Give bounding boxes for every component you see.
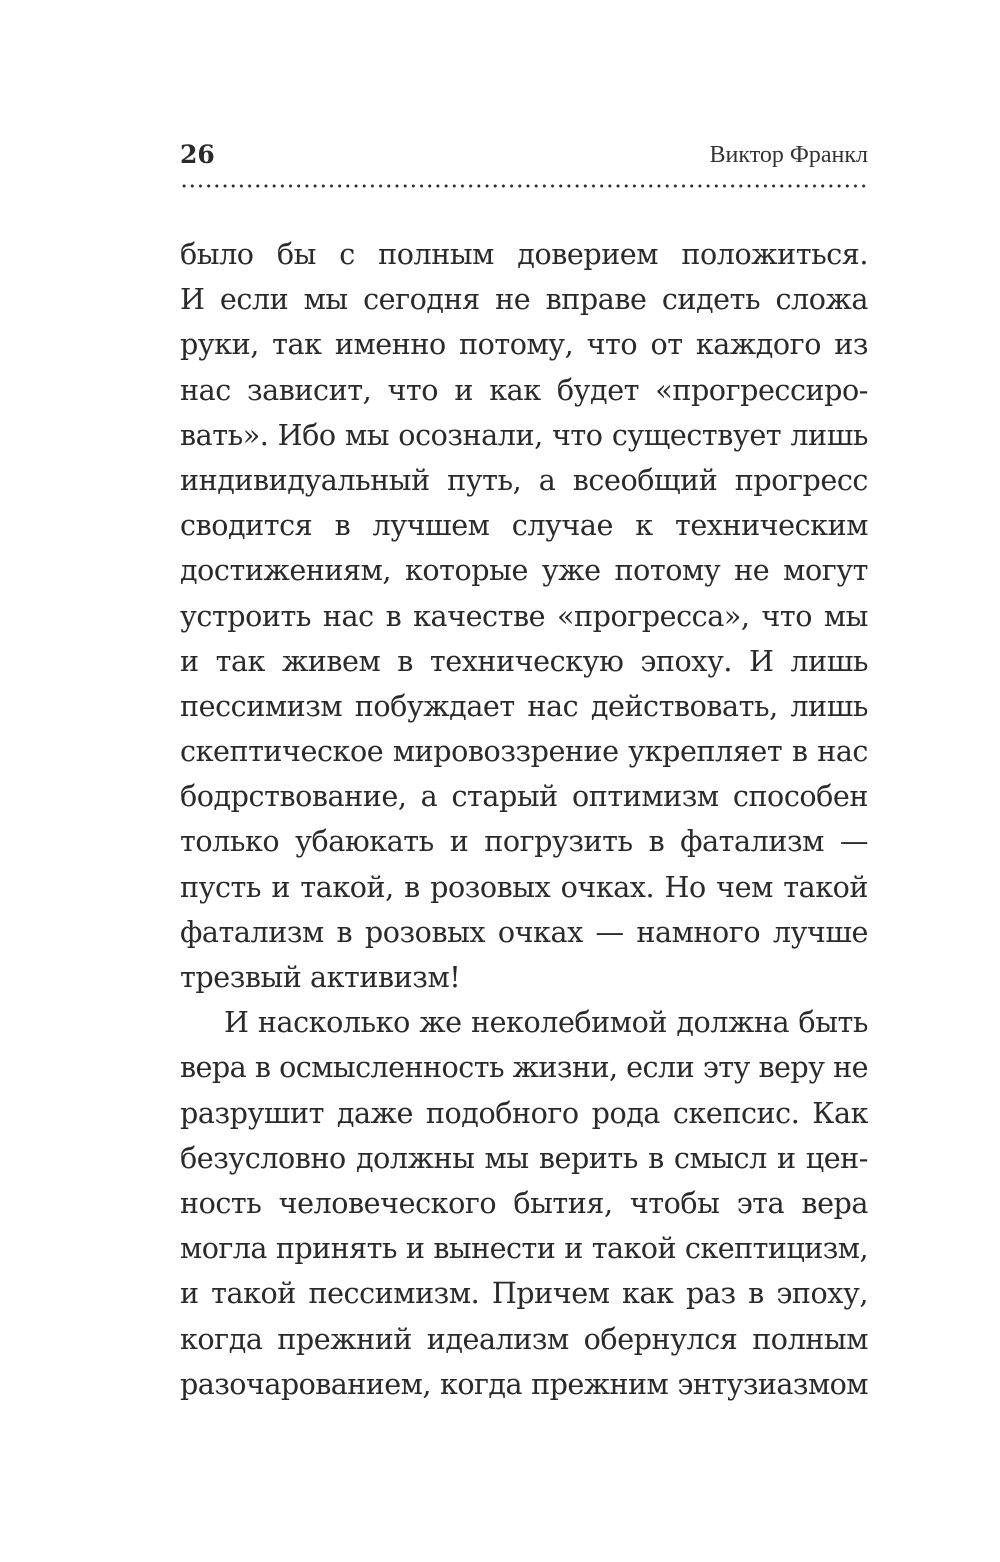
text-line: индивидуальный путь, а всеобщий прогресс	[180, 462, 868, 497]
page-number: 26	[180, 140, 215, 169]
text-line: скептическое мировоззрение укрепляет в нас	[180, 734, 868, 769]
text-line: руки, так именно потому, что от каждого из	[180, 327, 868, 362]
text-line: разрушит даже подобного рода скепсис. Как	[180, 1095, 868, 1130]
text-line: и так живем в техническую эпоху. И лишь	[180, 643, 868, 678]
text-line: было бы с полным доверием положиться.	[180, 237, 868, 271]
text-line: вера в осмысленность жизни, если эту веру не	[180, 1050, 868, 1085]
text-line: фатализм в розовых очках — намного лучше	[180, 914, 868, 949]
text-line: устроить нас в качестве «прогресса», что мы	[180, 598, 868, 633]
text-line: пусть и такой, в розовых очках. Но чем такой	[180, 869, 868, 904]
text-line: ность человеческого бытия, чтобы эта вера	[180, 1185, 868, 1220]
text-line: пессимизм побуждает нас действовать, лишь	[180, 688, 868, 723]
text-line: сводится в лучшем случае к техническим	[180, 508, 868, 543]
text-line: когда прежний идеализм обернулся полным	[180, 1321, 868, 1356]
paragraph-start-line: И насколько же неколебимой должна быть	[224, 1005, 868, 1040]
text-line: бодрствование, а старый оптимизм способен	[180, 779, 868, 814]
text-line: достижениям, которые уже потому не могут	[180, 553, 868, 588]
text-line: только убаюкать и погрузить в фатализм —	[180, 824, 868, 859]
text-line: И если мы сегодня не вправе сидеть сложа	[180, 282, 868, 317]
text-line: безусловно должны мы верить в смысл и цен-	[180, 1140, 868, 1175]
text-line: нас зависит, что и как будет «прогрессиро-	[180, 372, 868, 407]
text-line: разочарованием, когда прежним энтузиазмом	[180, 1366, 868, 1401]
dotted-divider	[180, 183, 868, 189]
text-line: могла принять и вынести и такой скептицизм,	[180, 1231, 868, 1266]
text-line: и такой пессимизм. Причем как раз в эпоху,	[180, 1276, 868, 1311]
book-author: Виктор Франкл	[709, 142, 868, 168]
paragraph-end-line: трезвый активизм!	[180, 960, 461, 994]
running-header	[180, 135, 868, 175]
text-line: вать». Ибо мы осознали, что существует лишь	[180, 417, 868, 452]
body-text	[180, 232, 868, 1407]
